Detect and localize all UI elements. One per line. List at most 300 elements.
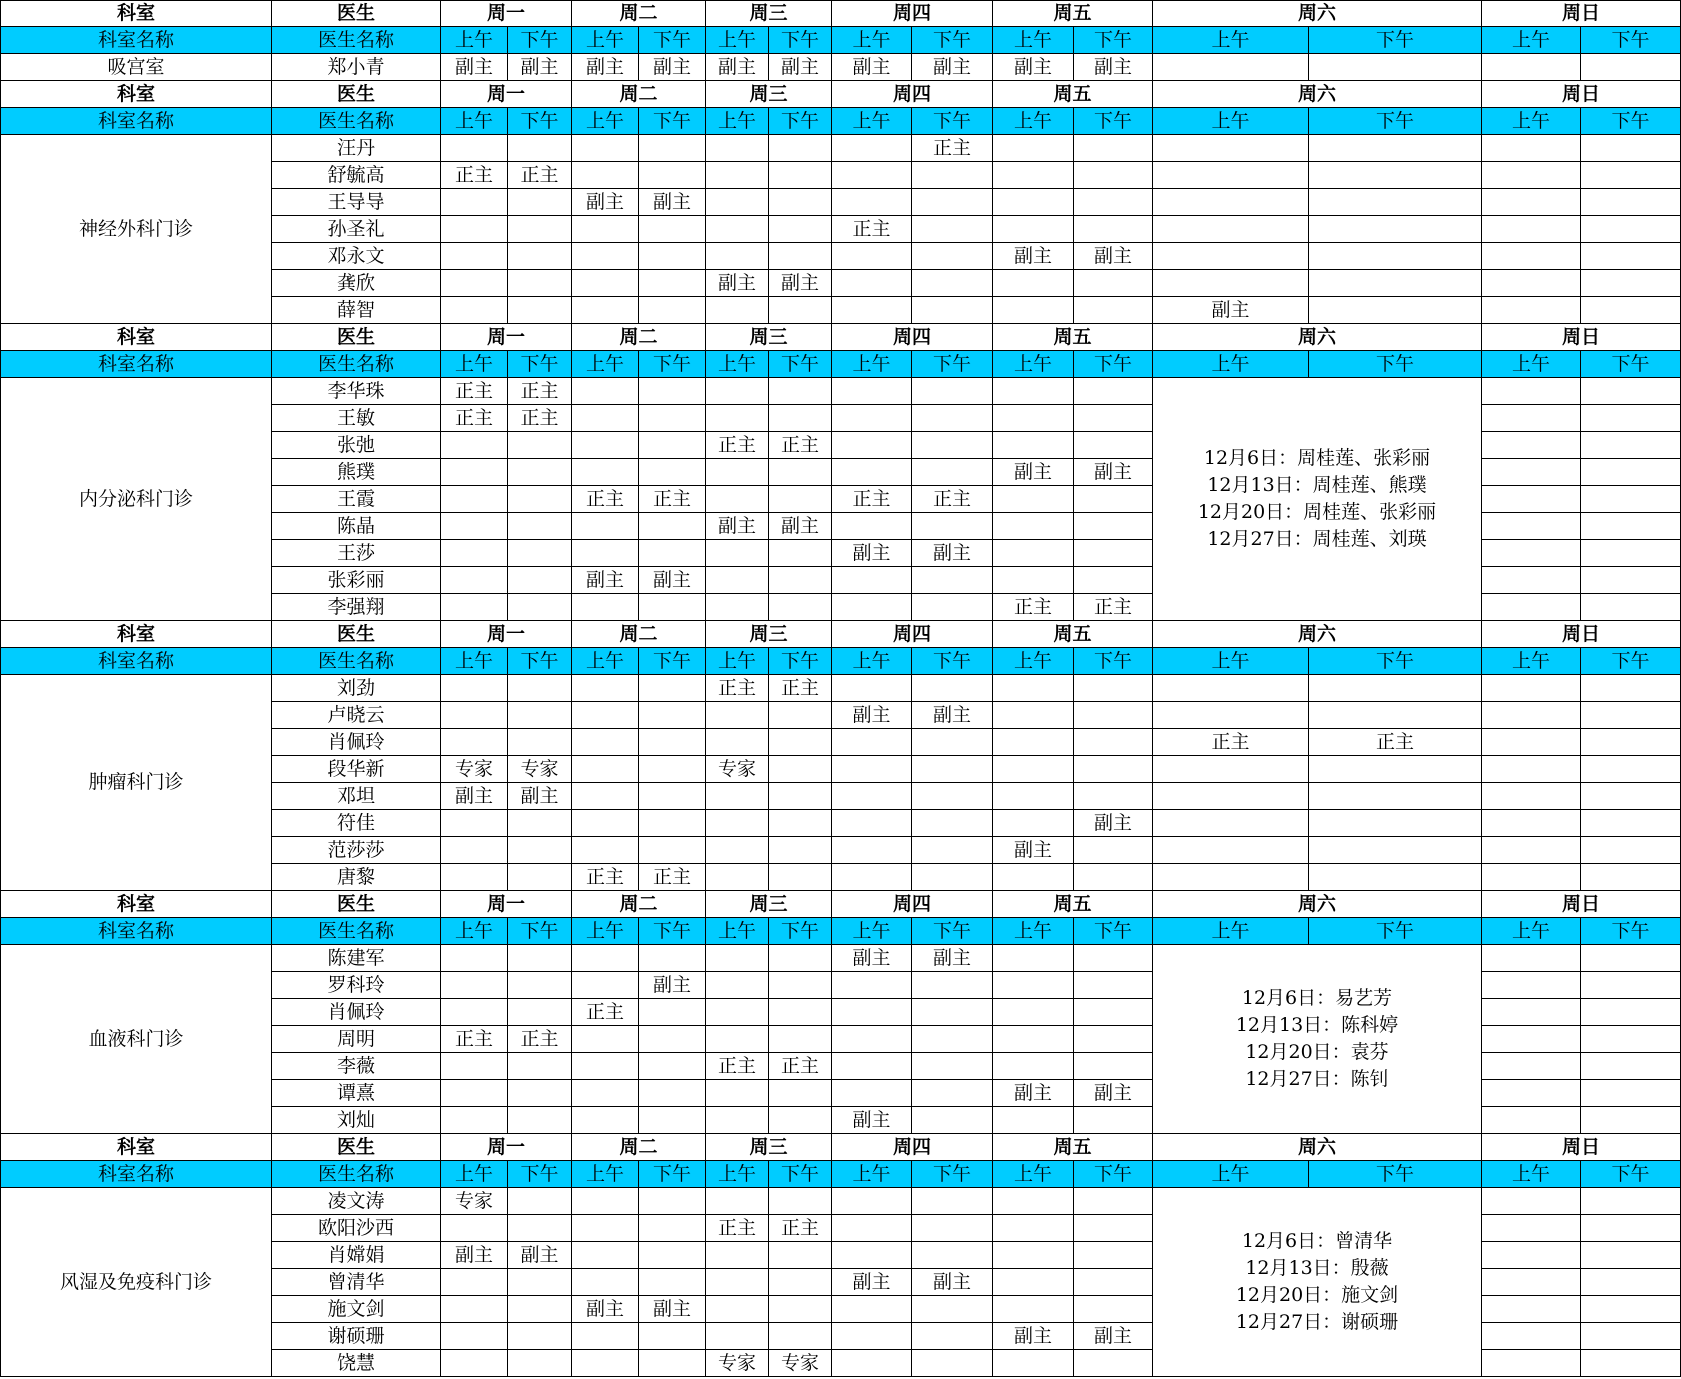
- pm-header: 下午: [912, 1161, 993, 1188]
- schedule-slot: [508, 216, 572, 243]
- schedule-slot: [706, 729, 769, 756]
- schedule-slot: [993, 1026, 1074, 1053]
- schedule-slot: 正主: [508, 1026, 572, 1053]
- day-header: 周四: [832, 81, 993, 108]
- schedule-slot: [993, 1350, 1074, 1377]
- doctor-name: 唐黎: [272, 864, 441, 891]
- schedule-slot: [706, 1188, 769, 1215]
- schedule-slot: [441, 702, 508, 729]
- schedule-slot: 副主: [769, 513, 832, 540]
- schedule-slot: 副主: [993, 54, 1074, 81]
- schedule-slot: [1581, 1053, 1681, 1080]
- schedule-slot: [912, 162, 993, 189]
- schedule-slot: [508, 1269, 572, 1296]
- schedule-slot: 正主: [769, 675, 832, 702]
- schedule-slot: [769, 837, 832, 864]
- schedule-slot: 副主: [1074, 243, 1153, 270]
- schedule-slot: [639, 1242, 706, 1269]
- schedule-slot: [993, 756, 1074, 783]
- schedule-slot: [832, 999, 912, 1026]
- schedule-slot: [993, 864, 1074, 891]
- day-header: 周五: [993, 1134, 1153, 1161]
- am-header: 上午: [1153, 27, 1309, 54]
- schedule-slot: [1581, 945, 1681, 972]
- schedule-slot: [508, 1215, 572, 1242]
- schedule-slot: [993, 270, 1074, 297]
- schedule-slot: [1309, 243, 1482, 270]
- schedule-slot: 副主: [912, 54, 993, 81]
- doctor-name: 谢硕珊: [272, 1323, 441, 1350]
- schedule-slot: 副主: [832, 540, 912, 567]
- day-header: 周五: [993, 324, 1153, 351]
- pm-header: 下午: [769, 108, 832, 135]
- am-header: 上午: [993, 648, 1074, 675]
- schedule-slot: [508, 513, 572, 540]
- schedule-slot: [993, 540, 1074, 567]
- saturday-note: [1153, 1188, 1482, 1377]
- schedule-slot: [912, 756, 993, 783]
- am-header: 上午: [1482, 27, 1581, 54]
- pm-header: 下午: [1074, 108, 1153, 135]
- schedule-slot: [639, 783, 706, 810]
- schedule-slot: [1482, 1296, 1581, 1323]
- schedule-slot: [1482, 702, 1581, 729]
- schedule-slot: [1482, 459, 1581, 486]
- schedule-slot: [912, 864, 993, 891]
- schedule-slot: [912, 810, 993, 837]
- pm-header: 下午: [1309, 351, 1482, 378]
- schedule-slot: 副主: [1074, 459, 1153, 486]
- schedule-slot: [1482, 405, 1581, 432]
- schedule-slot: [508, 837, 572, 864]
- am-header: 上午: [1153, 351, 1309, 378]
- schedule-slot: [993, 216, 1074, 243]
- schedule-slot: [832, 162, 912, 189]
- day-header: 周日: [1482, 621, 1681, 648]
- am-header: 上午: [441, 1161, 508, 1188]
- schedule-slot: [1482, 1107, 1581, 1134]
- schedule-slot: [1581, 432, 1681, 459]
- schedule-slot: 专家: [706, 756, 769, 783]
- schedule-slot: [1482, 1188, 1581, 1215]
- schedule-slot: [706, 459, 769, 486]
- schedule-slot: [706, 378, 769, 405]
- saturday-note-line: 12月27日：谢硕珊: [1235, 1311, 1399, 1333]
- schedule-slot: [706, 135, 769, 162]
- schedule-slot: 专家: [706, 1350, 769, 1377]
- pm-header: 下午: [1309, 918, 1482, 945]
- schedule-slot: [993, 135, 1074, 162]
- schedule-slot: [769, 1296, 832, 1323]
- dept-name-header: 科室名称: [0, 351, 272, 378]
- schedule-slot: [1482, 1350, 1581, 1377]
- schedule-slot: [769, 162, 832, 189]
- schedule-slot: [769, 189, 832, 216]
- schedule-slot: [1482, 1053, 1581, 1080]
- schedule-slot: [508, 459, 572, 486]
- pm-header: 下午: [912, 918, 993, 945]
- schedule-slot: [1482, 567, 1581, 594]
- schedule-slot: [508, 270, 572, 297]
- schedule-slot: [572, 297, 639, 324]
- schedule-slot: 副主: [706, 54, 769, 81]
- schedule-slot: [1482, 1323, 1581, 1350]
- schedule-slot: [1074, 378, 1153, 405]
- day-header: 周六: [1153, 324, 1482, 351]
- schedule-slot: [832, 297, 912, 324]
- dept-name-header: 科室名称: [0, 1161, 272, 1188]
- schedule-slot: [832, 378, 912, 405]
- schedule-slot: [639, 810, 706, 837]
- schedule-slot: [993, 1296, 1074, 1323]
- schedule-slot: [639, 945, 706, 972]
- schedule-slot: [706, 1242, 769, 1269]
- schedule-slot: [993, 972, 1074, 999]
- am-header: 上午: [1482, 648, 1581, 675]
- pm-header: 下午: [1581, 27, 1681, 54]
- schedule-slot: [1482, 486, 1581, 513]
- schedule-slot: [1482, 783, 1581, 810]
- pm-header: 下午: [1074, 918, 1153, 945]
- schedule-slot: [1074, 1107, 1153, 1134]
- schedule-slot: 正主: [769, 432, 832, 459]
- schedule-slot: 副主: [912, 702, 993, 729]
- schedule-slot: [639, 513, 706, 540]
- doctor-name: 陈建军: [272, 945, 441, 972]
- schedule-slot: [1581, 297, 1681, 324]
- am-header: 上午: [832, 1161, 912, 1188]
- schedule-slot: [993, 567, 1074, 594]
- schedule-slot: [1581, 567, 1681, 594]
- schedule-slot: [832, 756, 912, 783]
- am-header: 上午: [706, 648, 769, 675]
- day-header: 周一: [441, 81, 572, 108]
- schedule-slot: [1482, 378, 1581, 405]
- schedule-slot: [639, 405, 706, 432]
- doctor-name: 饶慧: [272, 1350, 441, 1377]
- saturday-note-line: 12月6日：易艺芳: [1241, 987, 1393, 1009]
- doctor-name: 孙圣礼: [272, 216, 441, 243]
- dept-header: 科室: [0, 621, 272, 648]
- day-header: 周日: [1482, 1134, 1681, 1161]
- schedule-slot: 副主: [912, 945, 993, 972]
- schedule-slot: [1581, 1026, 1681, 1053]
- day-header: 周五: [993, 0, 1153, 27]
- schedule-slot: [508, 702, 572, 729]
- schedule-slot: [993, 1242, 1074, 1269]
- schedule-slot: [572, 1026, 639, 1053]
- schedule-slot: 副主: [993, 459, 1074, 486]
- pm-header: 下午: [639, 1161, 706, 1188]
- schedule-slot: [441, 729, 508, 756]
- schedule-slot: [1581, 594, 1681, 621]
- schedule-slot: [912, 837, 993, 864]
- schedule-slot: [1581, 783, 1681, 810]
- schedule-slot: [1581, 1242, 1681, 1269]
- schedule-slot: [1581, 999, 1681, 1026]
- day-header: 周四: [832, 621, 993, 648]
- schedule-slot: [1309, 675, 1482, 702]
- schedule-slot: 副主: [572, 189, 639, 216]
- am-header: 上午: [441, 918, 508, 945]
- schedule-slot: [508, 486, 572, 513]
- schedule-slot: 副主: [639, 1296, 706, 1323]
- schedule-slot: [832, 1080, 912, 1107]
- schedule-slot: [1153, 756, 1309, 783]
- schedule-slot: [706, 405, 769, 432]
- doctor-name: 李薇: [272, 1053, 441, 1080]
- schedule-slot: [993, 702, 1074, 729]
- day-header: 周六: [1153, 0, 1482, 27]
- schedule-slot: [508, 1296, 572, 1323]
- pm-header: 下午: [1581, 648, 1681, 675]
- schedule-slot: [1309, 756, 1482, 783]
- schedule-slot: [572, 945, 639, 972]
- schedule-slot: [769, 1026, 832, 1053]
- schedule-slot: [1074, 297, 1153, 324]
- schedule-slot: [508, 540, 572, 567]
- dept-header: 科室: [0, 891, 272, 918]
- schedule-slot: 正主: [639, 486, 706, 513]
- day-header: 周二: [572, 621, 706, 648]
- schedule-slot: [832, 1242, 912, 1269]
- schedule-slot: [639, 135, 706, 162]
- schedule-slot: [508, 1080, 572, 1107]
- schedule-slot: [1482, 135, 1581, 162]
- schedule-slot: [1581, 1080, 1681, 1107]
- pm-header: 下午: [1309, 108, 1482, 135]
- doctor-name: 段华新: [272, 756, 441, 783]
- schedule-slot: 正主: [769, 1053, 832, 1080]
- am-header: 上午: [572, 108, 639, 135]
- schedule-slot: 副主: [993, 837, 1074, 864]
- day-header: 周四: [832, 0, 993, 27]
- schedule-slot: [1482, 270, 1581, 297]
- schedule-slot: [639, 1080, 706, 1107]
- schedule-slot: [912, 1242, 993, 1269]
- schedule-slot: 副主: [639, 189, 706, 216]
- pm-header: 下午: [769, 351, 832, 378]
- schedule-slot: 正主: [572, 999, 639, 1026]
- schedule-slot: [441, 675, 508, 702]
- schedule-slot: [769, 1080, 832, 1107]
- schedule-slot: [706, 1080, 769, 1107]
- schedule-slot: [441, 1323, 508, 1350]
- schedule-slot: [572, 972, 639, 999]
- day-header: 周四: [832, 324, 993, 351]
- schedule-slot: [1153, 675, 1309, 702]
- schedule-slot: [441, 216, 508, 243]
- schedule-slot: 副主: [993, 1080, 1074, 1107]
- schedule-slot: [912, 216, 993, 243]
- schedule-slot: 专家: [508, 756, 572, 783]
- schedule-slot: [1074, 999, 1153, 1026]
- doctor-name: 王导导: [272, 189, 441, 216]
- schedule-slot: [1309, 216, 1482, 243]
- schedule-slot: [1482, 999, 1581, 1026]
- dept-header: 科室: [0, 81, 272, 108]
- schedule-slot: [441, 135, 508, 162]
- schedule-slot: [832, 837, 912, 864]
- schedule-slot: 正主: [706, 1053, 769, 1080]
- schedule-slot: [912, 594, 993, 621]
- pm-header: 下午: [1074, 648, 1153, 675]
- saturday-note-line: 12月6日：周桂莲、张彩丽: [1203, 447, 1431, 469]
- schedule-slot: [1482, 243, 1581, 270]
- schedule-slot: [1482, 216, 1581, 243]
- schedule-slot: [769, 486, 832, 513]
- department-name: 吸宫室: [0, 54, 272, 81]
- schedule-slot: [1153, 162, 1309, 189]
- schedule-slot: [1482, 675, 1581, 702]
- schedule-slot: 副主: [832, 945, 912, 972]
- schedule-slot: [572, 783, 639, 810]
- doctor-name: 舒毓高: [272, 162, 441, 189]
- day-header: 周一: [441, 324, 572, 351]
- schedule-slot: [1153, 783, 1309, 810]
- schedule-slot: [912, 675, 993, 702]
- pm-header: 下午: [1581, 351, 1681, 378]
- saturday-note-line: 12月13日：陈科婷: [1235, 1014, 1399, 1036]
- day-header: 周二: [572, 0, 706, 27]
- schedule-slot: [441, 297, 508, 324]
- schedule-slot: 副主: [441, 54, 508, 81]
- schedule-slot: [441, 1107, 508, 1134]
- day-header: 周三: [706, 324, 832, 351]
- schedule-slot: [639, 1053, 706, 1080]
- schedule-slot: 副主: [769, 54, 832, 81]
- schedule-slot: [832, 1026, 912, 1053]
- schedule-slot: [769, 297, 832, 324]
- schedule-slot: 副主: [441, 783, 508, 810]
- schedule-slot: 副主: [572, 54, 639, 81]
- schedule-slot: [769, 459, 832, 486]
- schedule-slot: [832, 1296, 912, 1323]
- doctor-name-header: 医生名称: [272, 648, 441, 675]
- schedule-slot: 正主: [769, 1215, 832, 1242]
- saturday-note-line: 12月27日：陈钊: [1245, 1068, 1389, 1090]
- schedule-slot: [706, 486, 769, 513]
- schedule-slot: [832, 1215, 912, 1242]
- schedule-slot: [706, 1296, 769, 1323]
- schedule-slot: [706, 1026, 769, 1053]
- doctor-name: 王霞: [272, 486, 441, 513]
- schedule-slot: [832, 567, 912, 594]
- schedule-slot: [1482, 864, 1581, 891]
- day-header: 周六: [1153, 621, 1482, 648]
- schedule-slot: [769, 1269, 832, 1296]
- schedule-slot: [1581, 216, 1681, 243]
- am-header: 上午: [832, 648, 912, 675]
- schedule-slot: [441, 270, 508, 297]
- schedule-slot: [572, 1350, 639, 1377]
- saturday-note-line: 12月20日：周桂莲、张彩丽: [1197, 501, 1437, 523]
- schedule-slot: [572, 1107, 639, 1134]
- schedule-slot: [639, 1026, 706, 1053]
- am-header: 上午: [441, 351, 508, 378]
- schedule-slot: 正主: [912, 486, 993, 513]
- schedule-slot: [1482, 1215, 1581, 1242]
- dept-name-header: 科室名称: [0, 648, 272, 675]
- schedule-slot: [1074, 1188, 1153, 1215]
- pm-header: 下午: [769, 1161, 832, 1188]
- am-header: 上午: [1482, 108, 1581, 135]
- schedule-slot: [441, 972, 508, 999]
- schedule-slot: 正主: [441, 405, 508, 432]
- pm-header: 下午: [912, 351, 993, 378]
- schedule-slot: [572, 405, 639, 432]
- schedule-slot: [912, 432, 993, 459]
- pm-header: 下午: [1581, 1161, 1681, 1188]
- schedule-slot: 副主: [832, 702, 912, 729]
- schedule-slot: 副主: [769, 270, 832, 297]
- am-header: 上午: [572, 27, 639, 54]
- schedule-slot: [1074, 486, 1153, 513]
- schedule-slot: [1074, 540, 1153, 567]
- schedule-slot: [1309, 297, 1482, 324]
- schedule-slot: [993, 513, 1074, 540]
- schedule-slot: 副主: [508, 783, 572, 810]
- schedule-slot: [912, 783, 993, 810]
- doctor-name-header: 医生名称: [272, 27, 441, 54]
- pm-header: 下午: [639, 918, 706, 945]
- schedule-slot: [912, 243, 993, 270]
- schedule-slot: [706, 1323, 769, 1350]
- schedule-slot: [1581, 972, 1681, 999]
- am-header: 上午: [706, 918, 769, 945]
- schedule-slot: [1581, 459, 1681, 486]
- schedule-slot: 正主: [508, 378, 572, 405]
- schedule-slot: [832, 513, 912, 540]
- schedule-slot: [912, 459, 993, 486]
- schedule-slot: [639, 1188, 706, 1215]
- schedule-slot: [832, 1188, 912, 1215]
- schedule-slot: [832, 405, 912, 432]
- schedule-slot: [639, 243, 706, 270]
- saturday-note-line: 12月13日：周桂莲、熊璞: [1207, 474, 1427, 496]
- schedule-slot: [1482, 1269, 1581, 1296]
- schedule-slot: [993, 675, 1074, 702]
- schedule-slot: [1074, 270, 1153, 297]
- schedule-slot: 副主: [441, 1242, 508, 1269]
- schedule-slot: [1074, 1053, 1153, 1080]
- schedule-slot: [508, 432, 572, 459]
- schedule-slot: 副主: [572, 567, 639, 594]
- schedule-slot: [1482, 513, 1581, 540]
- schedule-slot: [1074, 1350, 1153, 1377]
- doctor-name: 薛智: [272, 297, 441, 324]
- schedule-slot: [508, 675, 572, 702]
- schedule-slot: [572, 810, 639, 837]
- schedule-slot: [1074, 756, 1153, 783]
- department-name: 风湿及免疫科门诊: [0, 1188, 272, 1377]
- schedule-slot: 正主: [508, 162, 572, 189]
- schedule-slot: [769, 810, 832, 837]
- schedule-slot: 正主: [639, 864, 706, 891]
- schedule-slot: [1074, 567, 1153, 594]
- doctor-name: 凌文涛: [272, 1188, 441, 1215]
- doctor-name: 肖佩玲: [272, 729, 441, 756]
- schedule-slot: [706, 567, 769, 594]
- schedule-slot: [1153, 702, 1309, 729]
- schedule-slot: [572, 675, 639, 702]
- am-header: 上午: [572, 1161, 639, 1188]
- schedule-slot: [441, 1053, 508, 1080]
- schedule-slot: [441, 486, 508, 513]
- schedule-slot: [639, 378, 706, 405]
- schedule-slot: [572, 378, 639, 405]
- schedule-slot: [639, 702, 706, 729]
